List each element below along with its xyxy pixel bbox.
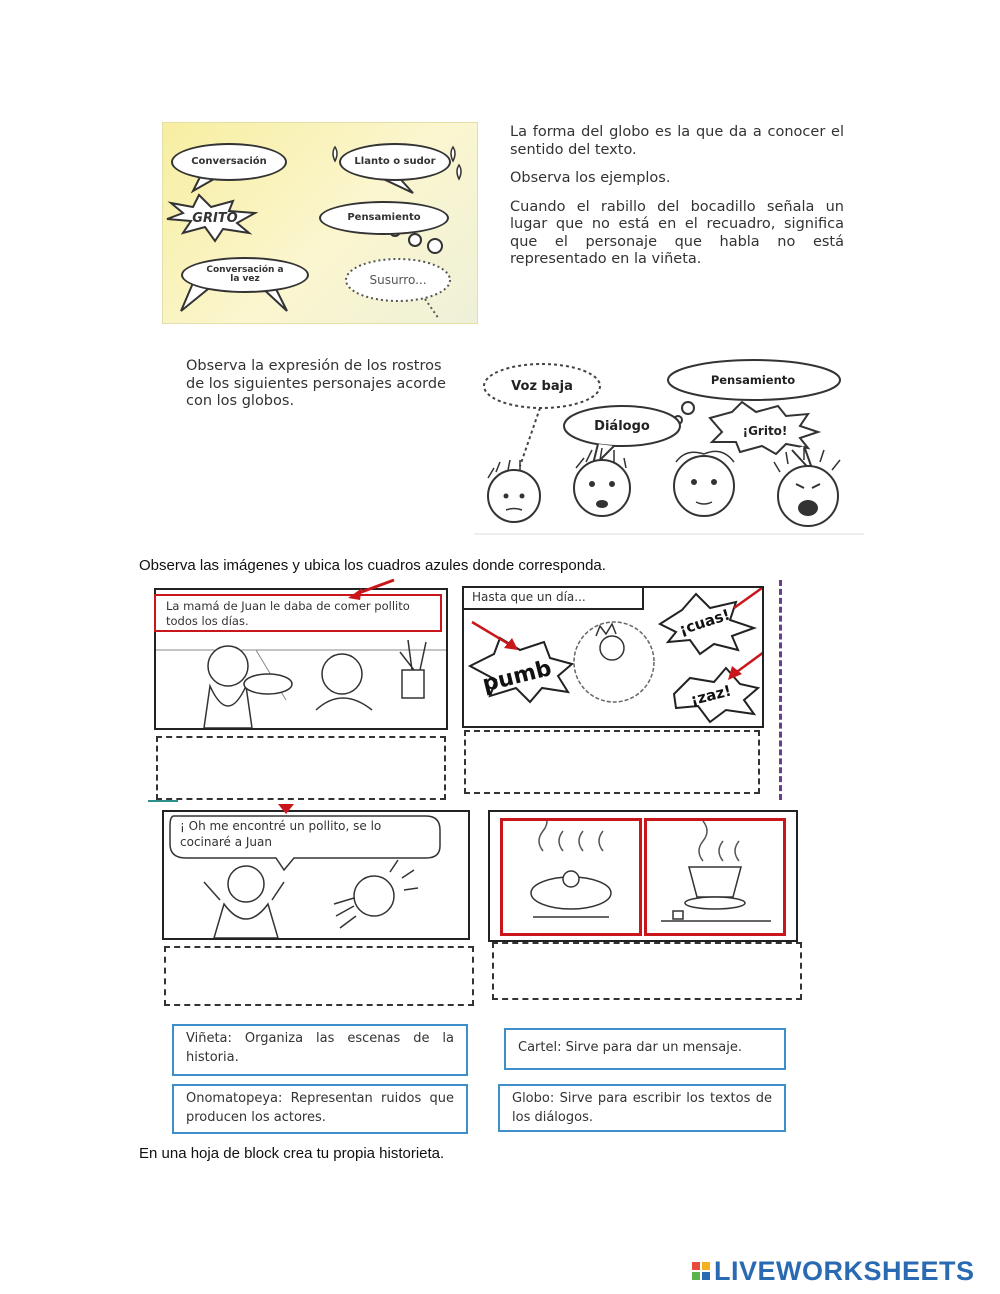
faces-illustration (474, 356, 864, 538)
faces-grito: ¡Grito! (742, 424, 788, 438)
balloon-llanto: Llanto o sudor (339, 143, 451, 181)
column-divider (779, 580, 782, 800)
balloon-susurro: Susurro... (369, 272, 427, 287)
balloon-conversacion: Conversación (171, 143, 287, 181)
balloon-grito: GRITO (192, 211, 238, 227)
sfx-pumb: pumb (480, 656, 555, 698)
panel-1-arrow (316, 578, 406, 606)
dropzone-2[interactable] (464, 730, 760, 794)
dropzone-3[interactable] (164, 946, 474, 1006)
faces-pensamiento: Pensamiento (710, 373, 796, 387)
comic-panel-4 (488, 810, 798, 942)
teal-mark (148, 800, 178, 802)
footer-instruction: En una hoja de block crea tu propia historieta. (139, 1145, 445, 1162)
comic-panel-3 (162, 810, 470, 940)
comic-panel-2 (462, 586, 764, 728)
explanation-p2: Observa los ejemplos. (510, 170, 671, 186)
panel-4-left-drawing (503, 821, 639, 933)
instruction-text: Observa las imágenes y ubica los cuadros azules donde corresponda. (139, 557, 606, 574)
panel-4-right-drawing (647, 821, 783, 933)
balloon-types-panel (162, 122, 478, 324)
faces-intro: Observa la expresión de los rostros de los siguientes personajes acorde con los globos. (186, 358, 446, 409)
sfx-zaz: ¡zaz! (688, 681, 734, 709)
panel-4-left (500, 818, 642, 936)
explanation-p3: Cuando el rabillo del bocadillo señala un lugar que no está en el recuadro, significa que el personaje que habla no está representado en la viñeta. (510, 198, 844, 267)
panel-3-arrow (276, 802, 296, 816)
panel-3-balloon: ¡ Oh me encontré un pollito, se lo cocinaré a Juan (180, 819, 382, 849)
sfx-cuas: ¡cuas! (676, 605, 733, 639)
panel-4-right (644, 818, 786, 936)
explanation-p1: La forma del globo es la que da a conocer el sentido del texto. (510, 124, 844, 158)
panel-2-caption: Hasta que un día... (464, 588, 644, 610)
faces-dialogo: Diálogo (594, 418, 650, 434)
panel-1-caption: La mamá de Juan le daba de comer pollito todos los días. (154, 594, 442, 632)
panel-1-drawing (156, 630, 446, 728)
comic-sheet (146, 578, 814, 1138)
card-globo[interactable]: Globo: Sirve para escribir los textos de los diálogos. (498, 1084, 786, 1132)
balloon-conversacion-vez: Conversación a la vez (181, 257, 309, 293)
faces-voz-baja: Voz baja (511, 378, 573, 394)
dropzone-1[interactable] (156, 736, 446, 800)
logo-text: LIVEWORKSHEETS (714, 1255, 975, 1286)
balloon-explanation (510, 124, 844, 269)
balloon-pensamiento: Pensamiento (319, 201, 449, 235)
logo-mark-icon (692, 1262, 710, 1280)
dropzone-4[interactable] (492, 942, 802, 1000)
liveworksheets-logo (692, 1256, 975, 1286)
card-vineta[interactable]: Viñeta: Organiza las escenas de la historia. (172, 1024, 468, 1076)
card-onomatopeya[interactable]: Onomatopeya: Representan ruidos que producen los actores. (172, 1084, 468, 1134)
card-cartel[interactable]: Cartel: Sirve para dar un mensaje. (504, 1028, 786, 1070)
